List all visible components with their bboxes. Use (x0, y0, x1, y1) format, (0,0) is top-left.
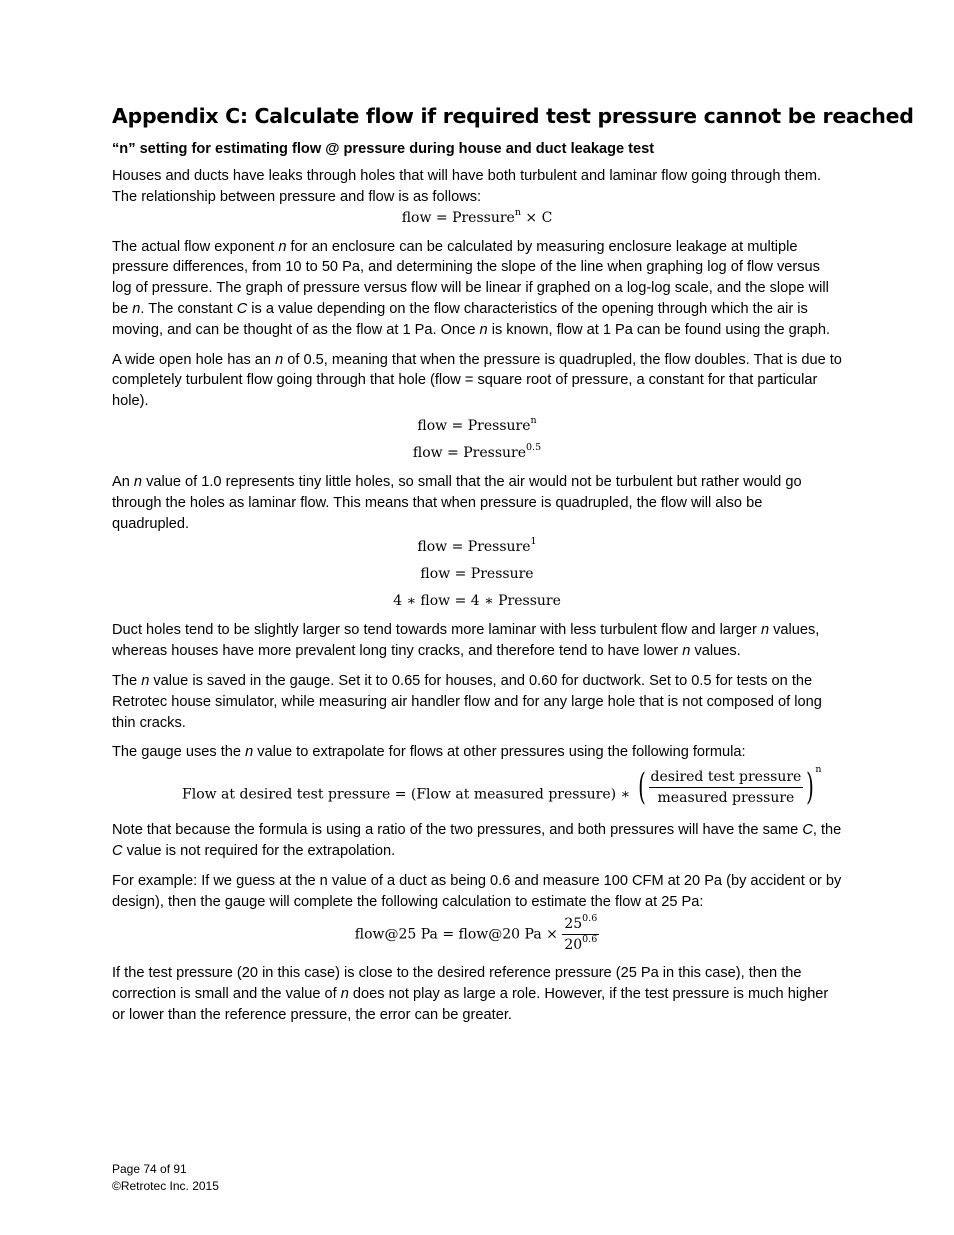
numerator-exponent: 0.6 (582, 913, 598, 925)
text-run: values, whereas houses have more prevalent long tiny cracks, and therefore tend to have lower (112, 622, 820, 660)
equation-lhs: flow = Pressure (412, 444, 527, 461)
italic-n: n (141, 672, 150, 689)
text-run: is known, flow at 1 Pa can be found using the graph. (487, 321, 831, 338)
text-run: If the test pressure (20 in this case) is close to the desired reference pressure (25 Pa in this case), then the correction is small and the value of (112, 965, 802, 1003)
text-run: is a value depending on the flow characteristics of the opening through which the air is moving, and can be thought of as the flow at 1 Pa. Once (112, 300, 808, 338)
text-run: The (112, 672, 142, 689)
text-run: value is saved in the gauge. Set it to 0.65 for houses, and 0.60 for ductwork. Set to 0.5 for tests on the Retrotec house simulator, while measuring air handler flow and for any large hole that is not composed of long thin cracks. (112, 672, 822, 731)
fraction (562, 914, 599, 955)
paragraph-conclusion (112, 963, 842, 1025)
page-content (112, 102, 914, 1035)
left-paren: ( (637, 766, 646, 808)
equation-extrapolation-formula (112, 763, 842, 808)
fraction-group (635, 763, 822, 808)
text-run: A wide open hole has an (112, 351, 276, 368)
copyright-notice: ©Retrotec Inc. 2015 (112, 1179, 219, 1193)
equation-rhs: × C (520, 209, 553, 226)
italic-n: n (479, 321, 488, 338)
italic-n: n (133, 473, 143, 490)
equation-exponent: 1 (530, 536, 537, 548)
text-run: , the (812, 822, 842, 839)
page-number: Page 74 of 91 (112, 1162, 187, 1176)
text-run: value of 1.0 represents tiny little holes, so small that the air would not be turbulent but rather would go through the holes as laminar flow. This means that when pressure is quadrupled, the flow will also be quadrupled. (112, 473, 802, 532)
text-run: The gauge uses the (112, 744, 246, 761)
paragraph-duct-holes (112, 620, 842, 662)
equation-exponent: 0.5 (526, 441, 542, 453)
text-run: Duct holes tend to be slightly larger so tend towards more laminar with less turbulent flow and larger (112, 622, 761, 639)
equation-lhs: flow = Pressure (417, 539, 531, 556)
paragraph-wide-open-hole (112, 350, 842, 412)
text-run: The actual flow exponent (112, 238, 279, 255)
equation-lhs: flow@25 Pa = flow@20 Pa × (354, 926, 563, 943)
equation-flow-n (112, 416, 842, 436)
text-run: Note that because the formula is using a ratio of the two pressures, and both pressures will have the same (112, 822, 803, 839)
text-run: values. (690, 643, 741, 660)
equation-exponent: n (815, 763, 822, 775)
italic-c: C (112, 842, 123, 859)
text-run: An (112, 473, 134, 490)
page-title: Appendix C: Calculate flow if required test pressure cannot be reached (112, 104, 914, 128)
text-run: . The constant (140, 300, 237, 317)
denominator-exponent: 0.6 (582, 934, 598, 946)
paragraph-ratio-note (112, 820, 842, 862)
paragraph-laminar (112, 472, 842, 534)
paragraph-intro: Houses and ducts have leaks through holes that will have both turbulent and laminar flow going through them. The relationship between pressure and flow is as follows: (112, 168, 822, 205)
italic-c: C (802, 822, 813, 839)
italic-n: n (278, 238, 287, 255)
italic-n: n (245, 744, 254, 761)
text-run: value to extrapolate for flows at other pressures using the following formula: (253, 744, 746, 761)
equation-flow-linear: flow = Pressure (420, 566, 534, 583)
italic-c: C (236, 300, 248, 317)
fraction (649, 767, 804, 808)
italic-n: n (760, 622, 770, 639)
page-footer (112, 1161, 219, 1195)
paragraph-extrapolate (112, 742, 842, 763)
paragraph-example: For example: If we guess at the n value of a duct as being 0.6 and measure 100 CFM at 20 Pa (by accident or by design), then the gauge will complete the following calculation to estimate the flow at 25 Pa: (112, 872, 842, 910)
numerator-base: 25 (564, 916, 583, 933)
fraction-numerator (562, 914, 599, 935)
text-run: does not play as large a role. However, if the test pressure is much higher or lower than the reference pressure, the error can be greater. (112, 986, 829, 1023)
denominator-base: 20 (564, 937, 583, 954)
text-run: for an enclosure can be calculated by measuring enclosure leakage at multiple pressure differences, from 10 to 50 Pa, and determining the slope of the line when graphing log of flow versus log of pressure. The graph of pressure versus flow will be linear if graphed on a log-log scale, and the slope will be (112, 238, 829, 317)
equation-lhs: flow = Pressure (401, 209, 515, 226)
equation-example (112, 914, 842, 955)
fraction-denominator (562, 935, 599, 955)
italic-n: n (340, 986, 349, 1003)
equation-exponent: n (530, 414, 537, 426)
equation-flow-one (112, 537, 842, 557)
fraction-numerator: desired test pressure (649, 767, 804, 788)
text-run: of 0.5, meaning that when the pressure is quadrupled, the flow doubles. That is due to completely turbulent flow going through that hole (flow = square root of pressure, a constant for that particular hole). (112, 351, 842, 410)
paragraph-flow-exponent (112, 237, 842, 341)
right-paren: ) (806, 766, 815, 808)
equation-flow-general (112, 208, 842, 228)
equation-flow-half (112, 443, 842, 463)
paragraph-gauge-setting (112, 671, 842, 733)
fraction-denominator: measured pressure (657, 790, 795, 807)
italic-n: n (132, 300, 141, 317)
equation-lhs: Flow at desired test pressure = (Flow at measured pressure) ∗ (182, 786, 635, 803)
equation-quadruple: 4 ∗ flow = 4 ∗ Pressure (393, 593, 561, 610)
section-subtitle: “n” setting for estimating flow @ pressure during house and duct leakage test (112, 141, 655, 157)
italic-n: n (275, 351, 284, 368)
equation-lhs: flow = Pressure (417, 417, 531, 434)
text-run: value is not required for the extrapolation. (122, 842, 396, 859)
equation-exponent: n (514, 206, 521, 218)
italic-n: n (682, 643, 691, 660)
